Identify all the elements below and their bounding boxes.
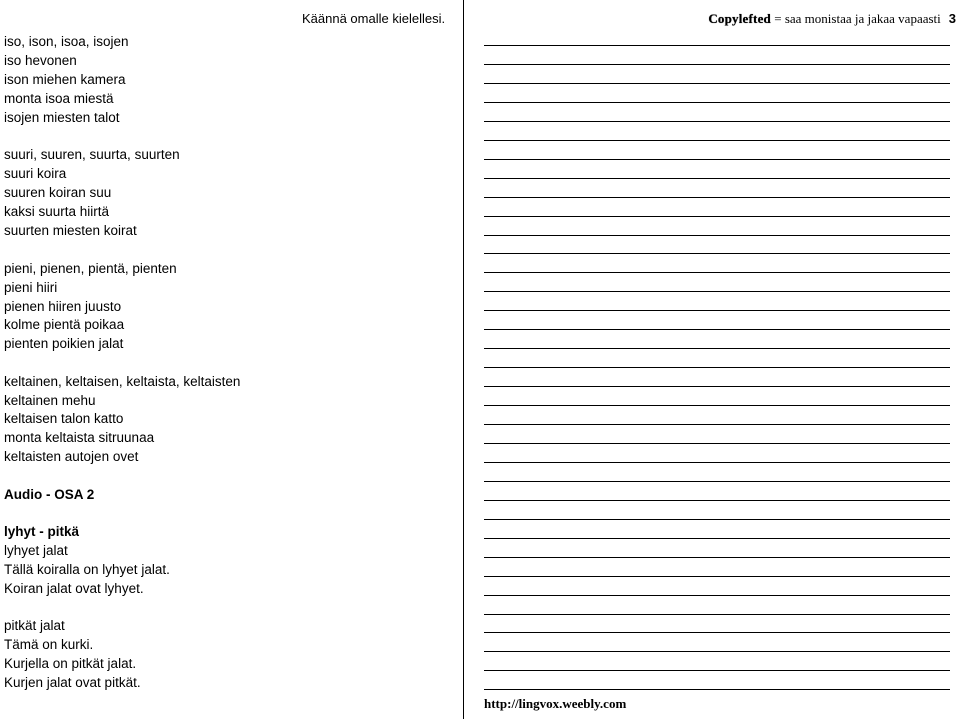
section-heading-audio: Audio - OSA 2 [4, 487, 95, 502]
writing-line [484, 405, 950, 406]
site-url: http://lingvox.weebly.com [484, 696, 627, 711]
writing-line [484, 140, 950, 141]
writing-line [484, 576, 950, 577]
list-line: pienen hiiren juusto [4, 299, 122, 314]
writing-line [484, 216, 950, 217]
writing-line [484, 329, 950, 330]
writing-line [484, 197, 950, 198]
list-line: pieni hiiri [4, 280, 58, 295]
writing-line [484, 595, 950, 596]
writing-line [484, 500, 950, 501]
list-line: Kurjella on pitkät jalat. [4, 656, 137, 671]
writing-line [484, 386, 950, 387]
copyleft-tagline: = saa monistaa ja jakaa vapaasti [771, 11, 941, 26]
list-line: suuri, suuren, suurta, suurten [4, 147, 180, 162]
writing-line [484, 367, 950, 368]
list-line: Tämä on kurki. [4, 637, 94, 652]
writing-line [484, 689, 950, 690]
list-line: suuren koiran suu [4, 185, 112, 200]
writing-line [484, 632, 950, 633]
writing-line [484, 178, 950, 179]
writing-line [484, 614, 950, 615]
list-line: isojen miesten talot [4, 110, 120, 125]
list-line: keltainen mehu [4, 393, 96, 408]
list-line: monta keltaista sitruunaa [4, 430, 155, 445]
list-line: keltainen, keltaisen, keltaista, keltaisten [4, 374, 241, 389]
writing-line [484, 235, 950, 236]
page-number: 3 [948, 11, 956, 26]
list-line: kaksi suurta hiirtä [4, 204, 110, 219]
list-line: suurten miesten koirat [4, 223, 137, 238]
list-line: keltaisten autojen ovet [4, 449, 139, 464]
writing-line [484, 348, 950, 349]
list-line: kolme pientä poikaa [4, 317, 125, 332]
list-line: ison miehen kamera [4, 72, 126, 87]
list-line: lyhyet jalat [4, 543, 68, 558]
list-line: pieni, pienen, pientä, pienten [4, 261, 177, 276]
list-line: Kurjen jalat ovat pitkät. [4, 675, 141, 690]
section-heading-lyhyt-pitka: lyhyt - pitkä [4, 524, 80, 539]
writing-line [484, 121, 950, 122]
writing-line [484, 462, 950, 463]
page-header [708, 11, 956, 27]
writing-line [484, 64, 950, 65]
writing-line [484, 670, 950, 671]
writing-line [484, 291, 950, 292]
list-line: iso hevonen [4, 53, 77, 68]
list-line: monta isoa miestä [4, 91, 114, 106]
writing-line [484, 102, 950, 103]
writing-line [484, 45, 950, 46]
word-list-column [0, 0, 462, 719]
translate-instruction: Käännä omalle kielellesi. [302, 11, 446, 26]
writing-line [484, 253, 950, 254]
writing-column [464, 0, 960, 719]
list-line: iso, ison, isoa, isojen [4, 34, 129, 49]
list-line: Tällä koiralla on lyhyet jalat. [4, 562, 170, 577]
list-line: suuri koira [4, 166, 67, 181]
writing-line [484, 443, 950, 444]
writing-line [484, 481, 950, 482]
writing-line [484, 538, 950, 539]
writing-line [484, 519, 950, 520]
writing-line [484, 272, 950, 273]
copyleft-brand: Copylefted [708, 11, 771, 26]
writing-line [484, 424, 950, 425]
writing-line [484, 557, 950, 558]
list-line: keltaisen talon katto [4, 411, 124, 426]
writing-line [484, 651, 950, 652]
writing-line [484, 159, 950, 160]
writing-line [484, 310, 950, 311]
list-line: pienten poikien jalat [4, 336, 124, 351]
list-line: pitkät jalat [4, 618, 65, 633]
writing-line [484, 83, 950, 84]
list-line: Koiran jalat ovat lyhyet. [4, 581, 144, 596]
